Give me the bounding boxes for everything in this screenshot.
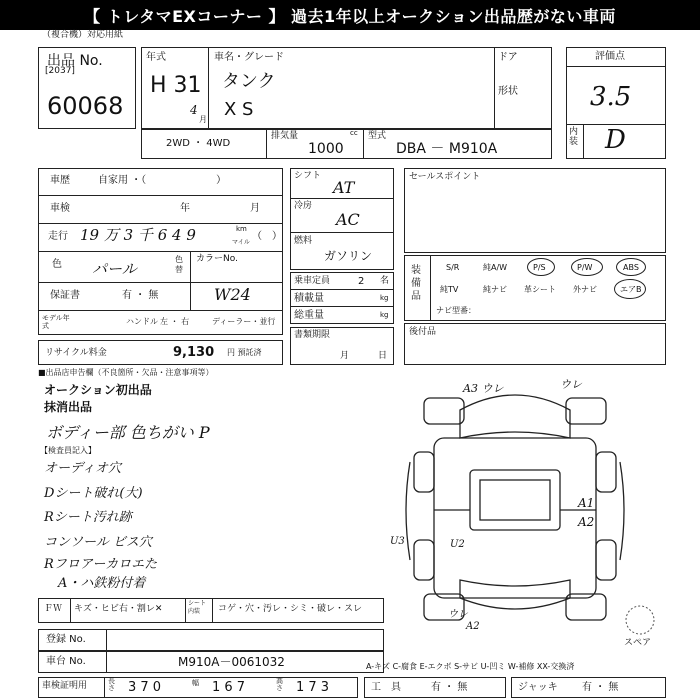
name-label: 車名・グレード — [214, 52, 284, 63]
inspector-label: 【検査員記入】 — [40, 446, 96, 455]
year-month: 4 — [190, 103, 198, 117]
width-value: 1 6 7 — [212, 680, 246, 695]
color-code-value: W24 — [214, 285, 251, 304]
navi-model-label: ナビ型番： — [436, 306, 476, 315]
inspector-note: Rフロアーカロエた — [44, 557, 158, 572]
seller-note-label: ■出品店申告欄（不良箇所・欠品・注意事項等） — [38, 368, 214, 377]
car-model: タンク — [222, 71, 276, 92]
shape-label: 形状 — [498, 86, 518, 97]
shift-value: AT — [333, 178, 355, 197]
door-label: ドア — [498, 52, 518, 63]
auction-first-label: オークション初出品 — [44, 383, 152, 397]
recycle-label: リサイクル料金 — [45, 348, 107, 358]
lot-number: 60068 — [47, 92, 124, 120]
tools-label: 工 具 — [371, 682, 401, 693]
ac-label: 冷房 — [294, 201, 313, 211]
aftermarket-label: 後付品 — [409, 327, 437, 337]
equip-abs: ABS — [623, 263, 639, 272]
capacity-label: 乗車定員 — [294, 276, 331, 286]
displacement-label: 排気量 — [271, 131, 299, 141]
diagram-mark: ウレ — [560, 378, 582, 391]
equipment-label: 装備品 — [411, 265, 421, 302]
diagram-mark: ウレ — [448, 609, 468, 620]
equip-airbag: エアB — [620, 285, 642, 294]
inspector-note: オーディオ穴 — [44, 461, 121, 476]
interior-label: 内装 — [569, 127, 579, 147]
capacity-unit: 名 — [380, 276, 390, 286]
history-label: 車歴 — [50, 175, 70, 186]
jack-box — [511, 677, 666, 698]
warranty-label: 保証書 — [50, 290, 80, 301]
load-unit: kg — [380, 294, 389, 302]
warranty-value: 有 ・ 無 — [122, 290, 159, 301]
equip-pw: P/W — [577, 263, 593, 272]
length-value: 3 7 0 — [128, 680, 162, 695]
doc-expiry-month: 月 — [340, 351, 350, 361]
fw-label: ＦＷ — [44, 604, 63, 614]
mileage-unit-mile: マイル — [232, 239, 250, 246]
seat-value: コゲ・穴・汚レ・シミ・破レ・スレ — [218, 604, 363, 614]
length-label: 長さ — [108, 677, 115, 692]
form-note: （複合機）対応用紙 — [42, 30, 124, 40]
equip-sr: S/R — [446, 263, 460, 272]
gross-label: 総重量 — [294, 310, 324, 321]
diagram-mark: U2 — [450, 539, 465, 550]
sales-point-label: セールスポイント — [409, 172, 481, 182]
car-damage-diagram — [400, 370, 690, 640]
recycle-box — [38, 340, 283, 365]
tools-box — [364, 677, 506, 698]
recycle-unit: 円 預託済 — [227, 348, 262, 357]
color-label: 色 — [52, 259, 62, 270]
fuel-value: ガソリン — [324, 249, 373, 263]
capacity-value: 2 — [358, 276, 365, 287]
inspector-note: コンソール ビス穴 — [44, 535, 152, 550]
handle-label: ハンドル — [126, 317, 158, 326]
sales-point-box — [404, 168, 666, 253]
lot-code: [2037] — [45, 66, 75, 76]
chassis-value: M910A－0061032 — [178, 655, 285, 669]
doc-expiry-label: 書類期限 — [294, 330, 331, 340]
inspection-label: 車検 — [50, 203, 70, 214]
inspector-note: A・ハ鉄粉付着 — [58, 576, 146, 591]
ac-value: AC — [336, 210, 360, 229]
diagram-mark: A1 — [578, 496, 595, 510]
cancelled-label: 抹消出品 — [44, 400, 93, 414]
dealer-label: ディーラー・並行 — [212, 317, 276, 326]
repaint-label: 色替 — [175, 255, 183, 274]
load-label: 積載量 — [294, 293, 324, 304]
color-code-label: カラーNo. — [196, 254, 238, 264]
recycle-value: 9,130 — [173, 345, 215, 360]
aftermarket-box — [404, 323, 666, 365]
equip-navi: 純ナビ — [483, 285, 507, 294]
displacement-unit: cc — [350, 129, 358, 137]
diagram-mark: U3 — [390, 536, 405, 547]
registration-row — [38, 629, 384, 651]
equip-ps: P/S — [533, 263, 546, 272]
year-era: H 31 — [150, 73, 202, 98]
tools-value: 有 ・ 無 — [431, 682, 468, 693]
cert-label: 車検証明用 — [42, 681, 88, 691]
score-value: 3.5 — [590, 82, 632, 112]
inspection-month: 月 — [250, 203, 260, 214]
year-label: 年式 — [146, 52, 166, 63]
fw-value: キズ・ヒビ右・割レ✕ — [74, 604, 163, 614]
displacement-value: 1000 — [308, 141, 344, 157]
interior-score: D — [605, 125, 626, 155]
height-label: 高さ — [276, 677, 283, 692]
model-year-label: モデル年式 — [42, 314, 70, 331]
model-code-value: DBA － M910A — [396, 141, 498, 157]
drive-type: 2WD ・ 4WD — [166, 138, 231, 149]
color-value: パール — [92, 260, 137, 278]
model-code-label: 型式 — [368, 131, 387, 141]
seller-handwritten: ボディー部 色ちがい P — [46, 423, 210, 442]
lot-label: 出品 No. — [47, 53, 103, 69]
chassis-label: 車台 No. — [46, 656, 86, 667]
diagram-mark: A3 ウレ — [463, 382, 504, 395]
inspection-year: 年 — [180, 203, 190, 214]
mileage-value: 19 万 3 千 6 4 9 — [80, 226, 196, 244]
seat-label: シート内装 — [188, 600, 207, 615]
diagram-mark: A2 — [466, 621, 480, 632]
banner-title: 【 トレタマEXコーナー 】 過去1年以上オークション出品歴がない車両 — [0, 0, 700, 30]
width-label: 幅 — [192, 679, 199, 687]
mileage-label: 走行 — [48, 231, 68, 242]
lot-box — [38, 47, 136, 129]
handle-value: 左 ・ 右 — [160, 317, 190, 326]
damage-legend: A-キズ C-腐食 E-エクボ S-サビ U-凹ミ W-補修 XX-交換済 — [366, 662, 575, 671]
score-label: 評価点 — [595, 51, 625, 62]
spare-label: スペア — [624, 638, 652, 648]
history-value: 自家用 ・（ ） — [98, 175, 227, 186]
height-value: 1 7 3 — [296, 680, 330, 695]
mileage-paren: （ ） — [252, 231, 282, 242]
equip-ext-navi: 外ナビ — [573, 285, 597, 294]
gross-unit: kg — [380, 311, 389, 319]
month-unit: 月 — [199, 115, 207, 124]
fuel-label: 燃料 — [294, 236, 313, 246]
diagram-mark: A2 — [578, 515, 595, 529]
equip-leather: 革シート — [524, 285, 556, 294]
shift-label: シフト — [294, 171, 322, 181]
inspector-note: Rシート汚れ跡 — [44, 510, 132, 525]
registration-label: 登録 No. — [46, 634, 86, 645]
inspector-note: Dシート破れ(大) — [44, 486, 143, 501]
jack-value: 有 ・ 無 — [582, 682, 619, 693]
equip-tv: 純TV — [440, 285, 459, 294]
car-grade: X S — [224, 99, 254, 120]
jack-label: ジャッキ — [518, 682, 558, 693]
mileage-unit-km: km — [236, 225, 247, 233]
doc-expiry-day: 日 — [378, 351, 388, 361]
equip-aw: 純A/W — [483, 263, 508, 272]
